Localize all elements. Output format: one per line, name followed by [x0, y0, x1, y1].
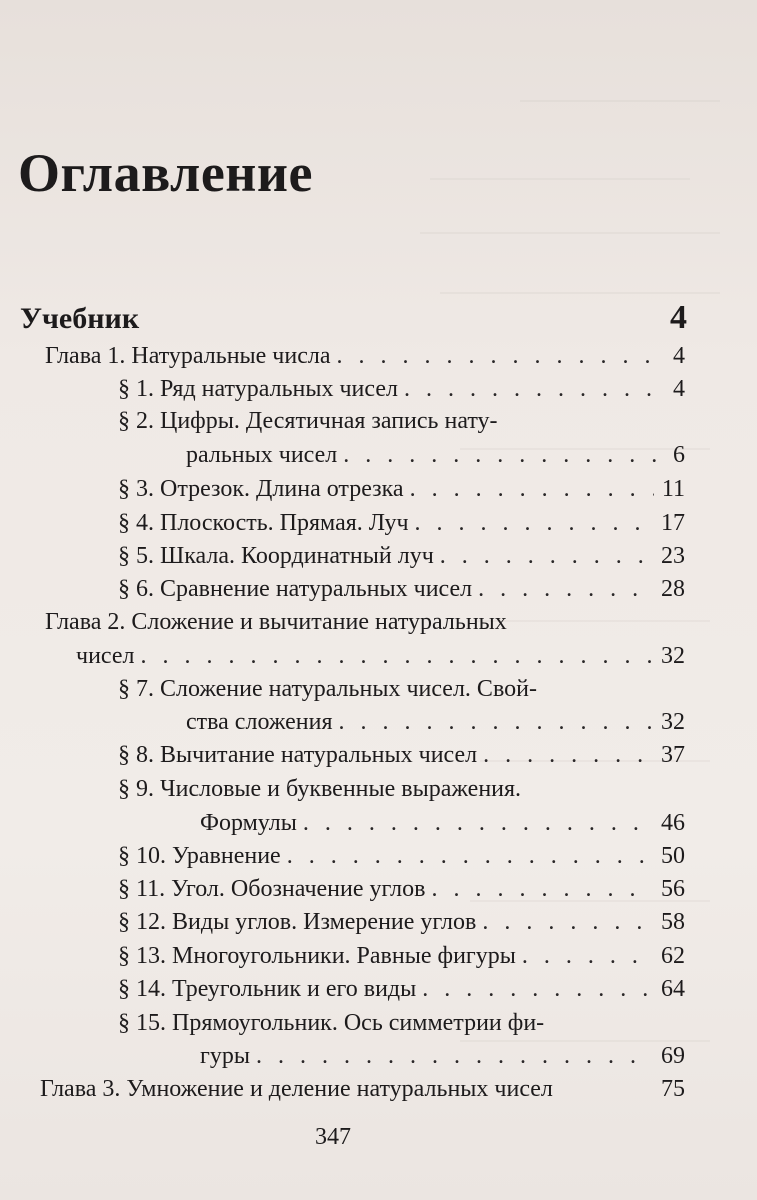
toc-paragraph-label: § 5. Шкала. Координатный луч — [118, 543, 434, 569]
toc-paragraph-label: § 8. Вычитание натуральных чисел — [118, 742, 478, 768]
toc-chapter-row — [76, 641, 685, 671]
toc-page-number: 32 — [661, 643, 685, 669]
toc-paragraph-row — [118, 574, 685, 604]
toc-paragraph-row — [118, 508, 685, 538]
toc-page-number: 64 — [661, 976, 685, 1002]
toc-paragraph-row — [200, 1041, 685, 1071]
toc-page-number: 46 — [661, 810, 685, 836]
toc-paragraph-label-continued: ральных чисел — [186, 442, 338, 468]
toc-paragraph-row — [118, 941, 685, 971]
toc-chapter-label: Глава 1. Натуральные числа — [45, 343, 331, 369]
toc-chapter-label-continued: чисел — [76, 643, 135, 669]
leader-dots — [422, 974, 653, 1004]
leader-dots — [256, 1041, 653, 1071]
toc-paragraph-label: § 4. Плоскость. Прямая. Луч — [118, 510, 409, 536]
toc-page-number: 62 — [661, 943, 685, 969]
toc-paragraph-row — [186, 440, 685, 470]
leader-dots — [440, 541, 653, 571]
toc-page-number: 50 — [661, 843, 685, 869]
toc-paragraph-row — [200, 808, 685, 838]
toc-page-number: 28 — [661, 576, 685, 602]
toc-paragraph-row — [118, 740, 685, 770]
toc-paragraph-label-continued: ства сложения — [186, 709, 333, 735]
toc-page-number: 23 — [661, 543, 685, 569]
leader-dots — [404, 374, 665, 404]
toc-chapter-label: Глава 3. Умножение и деление натуральных чисел — [40, 1076, 553, 1102]
leader-dots — [478, 574, 653, 604]
toc-paragraph-row — [118, 474, 685, 504]
toc-paragraph-label: § 9. Числовые и буквенные выражения. — [118, 776, 522, 802]
leader-dots — [415, 508, 653, 538]
toc-paragraph-label-continued: гуры — [200, 1043, 250, 1069]
leader-dots — [141, 641, 654, 671]
toc-paragraph-label: § 13. Многоугольники. Равные фигуры — [118, 943, 516, 969]
toc-chapter-label: Глава 2. Сложение и вычитание натуральных — [45, 609, 507, 635]
leader-dots — [522, 941, 653, 971]
toc-paragraph-row — [118, 841, 685, 871]
leader-dots — [337, 341, 665, 371]
leader-dots — [303, 808, 653, 838]
toc-paragraph-row — [118, 874, 685, 904]
toc-page-number: 56 — [661, 876, 685, 902]
toc-page-number: 37 — [661, 742, 685, 768]
toc-page-number: 4 — [673, 343, 685, 369]
toc-paragraph-label: § 7. Сложение натуральных чисел. Свой- — [118, 676, 537, 702]
leader-dots — [287, 841, 653, 871]
toc-paragraph-row — [118, 374, 685, 404]
leader-dots — [338, 707, 653, 737]
page-title: Оглавление — [18, 143, 313, 203]
toc-paragraph-label: § 14. Треугольник и его виды — [118, 976, 417, 1002]
toc-paragraph-label: § 3. Отрезок. Длина отрезка — [118, 476, 404, 502]
toc-page-number: 69 — [661, 1043, 685, 1069]
toc-chapter-row — [45, 341, 685, 371]
toc-page-number: 6 — [673, 442, 685, 468]
toc-paragraph-label-continued: Формулы — [200, 810, 297, 836]
toc-page-number: 4 — [670, 299, 687, 336]
leader-dots — [431, 874, 653, 904]
toc-paragraph-label: § 6. Сравнение натуральных чисел — [118, 576, 473, 602]
leader-dots — [343, 440, 665, 470]
toc-paragraph-row — [118, 541, 685, 571]
page-number: 347 — [315, 1124, 351, 1150]
toc-page-number: 17 — [661, 510, 685, 536]
toc-paragraph-row — [118, 974, 685, 1004]
toc-paragraph-label: § 12. Виды углов. Измерение углов — [118, 909, 477, 935]
toc-chapter-row — [40, 1074, 685, 1104]
leader-dots — [483, 740, 653, 770]
toc-paragraph-label: § 15. Прямоугольник. Ось симметрии фи- — [118, 1010, 545, 1036]
toc-section-row — [20, 299, 687, 336]
toc-paragraph-label: § 10. Уравнение — [118, 843, 281, 869]
toc-paragraph-row — [118, 907, 685, 937]
leader-dots — [482, 907, 653, 937]
toc-page-number: 4 — [673, 376, 685, 402]
toc-paragraph-label: § 2. Цифры. Десятичная запись нату- — [118, 408, 498, 434]
toc-paragraph-row — [186, 707, 685, 737]
toc-paragraph-label: § 11. Угол. Обозначение углов — [118, 876, 426, 902]
toc-page-number: 58 — [661, 909, 685, 935]
toc-section-label: Учебник — [20, 302, 140, 335]
toc-paragraph-label: § 1. Ряд натуральных чисел — [118, 376, 398, 402]
leader-dots — [410, 474, 654, 504]
toc-page-number: 75 — [661, 1076, 685, 1102]
toc-page-number: 11 — [661, 476, 685, 502]
toc-page-number: 32 — [661, 709, 685, 735]
